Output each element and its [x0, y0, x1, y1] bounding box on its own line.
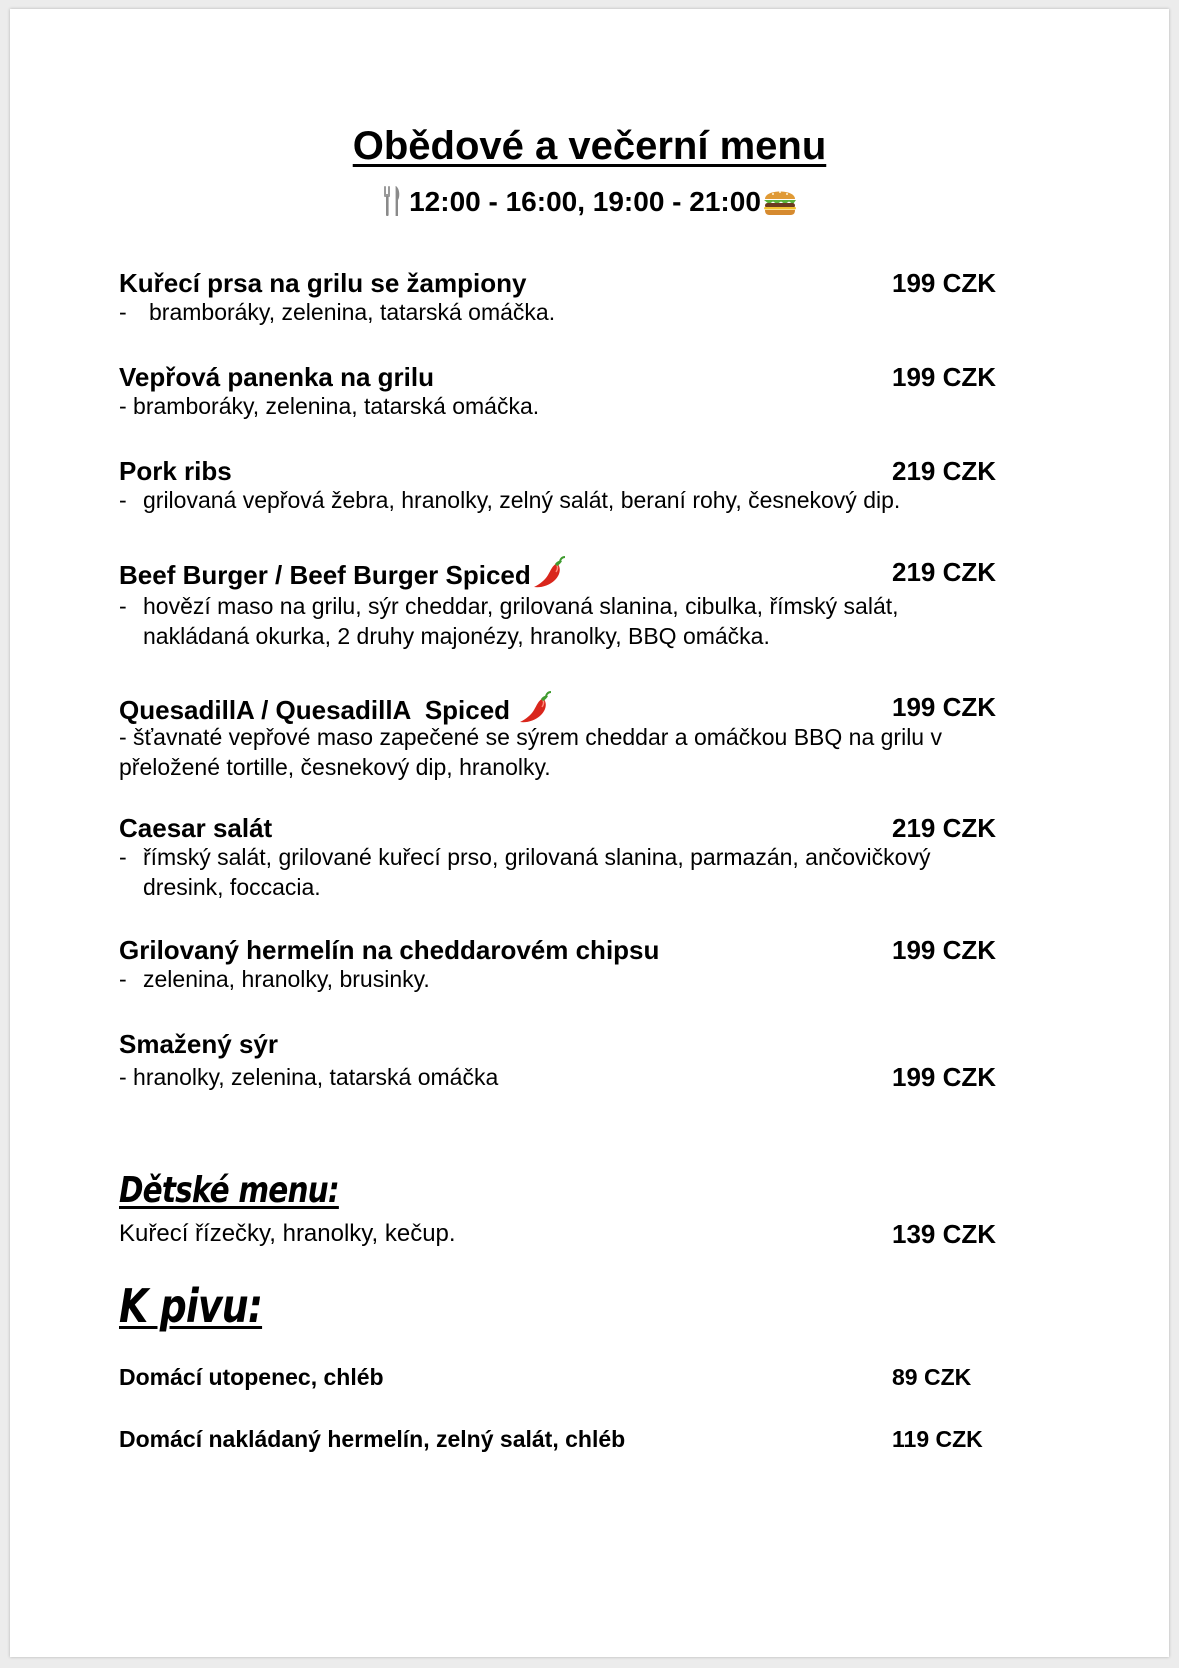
dash-bullet: -: [119, 844, 127, 870]
menu-item-description-continued: [119, 621, 770, 651]
menu-page: [10, 9, 1169, 1657]
menu-item-description: [119, 1062, 498, 1092]
menu-item-name: Kuřecí prsa na grilu se žampiony: [119, 268, 527, 298]
chili-pepper-icon: [531, 556, 567, 590]
dash-bullet: -: [119, 966, 127, 992]
menu-item-description: [119, 391, 539, 421]
menu-item-price: 199 CZK: [892, 362, 997, 392]
menu-item-name: [119, 691, 553, 726]
description-line: - šťavnaté vepřové maso zapečené se sýrem cheddar a omáčkou BBQ na grilu v: [119, 724, 942, 750]
description-line: dresink, foccacia.: [143, 874, 321, 900]
menu-item-price: 219 CZK: [892, 813, 997, 843]
menu-item-description: [119, 297, 555, 327]
menu-item-description: [119, 722, 942, 752]
description-line: nakládaná okurka, 2 druhy majonézy, hranolky, BBQ omáčka.: [143, 623, 770, 649]
menu-item-price: 219 CZK: [892, 557, 997, 587]
description-line: - hranolky, zelenina, tatarská omáčka: [119, 1064, 499, 1090]
menu-item-name: [119, 556, 567, 591]
menu-item-price: 199 CZK: [892, 692, 997, 722]
description-line: bramboráky, zelenina, tatarská omáčka.: [149, 299, 556, 325]
menu-item-description-continued: [119, 752, 551, 782]
menu-item-name: Vepřová panenka na grilu: [119, 362, 434, 392]
opening-hours: [10, 185, 1169, 218]
description-line: hovězí maso na grilu, sýr cheddar, grilovaná slanina, cibulka, římský salát,: [143, 593, 899, 619]
dash-bullet: -: [119, 593, 127, 619]
menu-item-name: Smažený sýr: [119, 1029, 278, 1059]
opening-hours-text: 12:00 - 16:00, 19:00 - 21:00: [409, 186, 761, 217]
kids-menu-description: Kuřecí řízečky, hranolky, kečup.: [119, 1220, 456, 1247]
beer-snacks-heading: K pivu:: [119, 1279, 263, 1333]
menu-item-name: Caesar salát: [119, 813, 273, 843]
description-line: římský salát, grilované kuřecí prso, grilovaná slanina, parmazán, ančovičkový: [143, 844, 931, 870]
beer-snack-name: Domácí nakládaný hermelín, zelný salát, chléb: [119, 1426, 626, 1452]
description-line: zelenina, hranolky, brusinky.: [143, 966, 430, 992]
menu-item-description-continued: [119, 872, 321, 902]
kids-menu-price: 139 CZK: [892, 1219, 997, 1249]
menu-item-description: [119, 591, 899, 621]
dash-bullet: -: [119, 299, 127, 325]
chili-pepper-icon: [517, 691, 553, 725]
menu-item-description: [119, 842, 930, 872]
description-line: grilovaná vepřová žebra, hranolky, zelný salát, beraní rohy, česnekový dip.: [143, 487, 901, 513]
cutlery-icon: [381, 185, 403, 217]
menu-item-name-text: Beef Burger / Beef Burger Spiced: [119, 560, 531, 590]
description-line: - bramboráky, zelenina, tatarská omáčka.: [119, 393, 540, 419]
menu-item-name-text: QuesadillA / QuesadillA Spiced: [119, 695, 511, 725]
kids-menu-heading: Dětské menu:: [119, 1170, 339, 1211]
menu-item-name: Grilovaný hermelín na cheddarovém chipsu: [119, 935, 660, 965]
menu-item-description: [119, 485, 900, 515]
beer-snack-price: 89 CZK: [892, 1364, 972, 1390]
menu-item-price: 199 CZK: [892, 935, 997, 965]
menu-item-name: Pork ribs: [119, 456, 232, 486]
dash-bullet: -: [119, 487, 127, 513]
menu-item-price: 199 CZK: [892, 1062, 997, 1092]
description-line: přeložené tortille, česnekový dip, hranolky.: [119, 754, 551, 780]
beer-snack-price: 119 CZK: [892, 1426, 983, 1452]
menu-item-price: 219 CZK: [892, 456, 997, 486]
menu-item-price: 199 CZK: [892, 268, 997, 298]
menu-item-description: [119, 964, 430, 994]
burger-icon: [762, 185, 798, 217]
beer-snack-name: Domácí utopenec, chléb: [119, 1364, 384, 1390]
page-title: Obědové a večerní menu: [352, 124, 827, 168]
